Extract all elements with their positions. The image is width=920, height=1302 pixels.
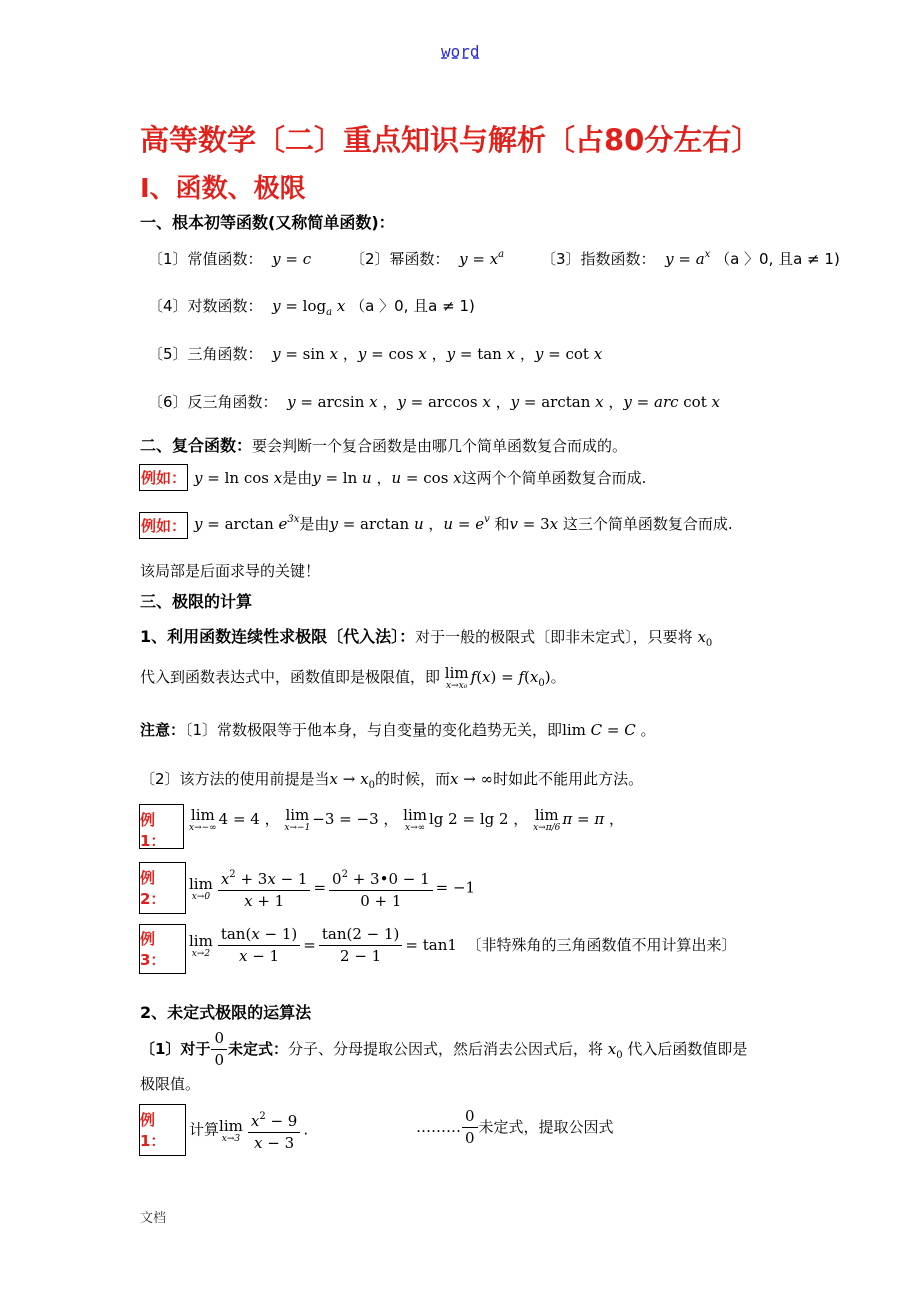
section2-text: 要会判断一个复合函数是由哪几个简单函数复合而成的。 [252, 437, 628, 455]
method1-line2: 代入到函数表达式中，函数值即是极限值，即 lim x→x₀ $f(x) = f(x_0)$。 [140, 664, 566, 691]
example-label-1: 例如： [139, 464, 188, 491]
method1-heading: 1、利用函数连续性求极限〔代入法〕： [140, 627, 416, 646]
footer-text: 文档 [140, 1211, 167, 1226]
section2-note: 该局部是后面求导的关键！ [140, 562, 321, 580]
func-constant: 〔1〕常值函数： y = c [148, 250, 312, 268]
note2-text-b: 的时候，而 [374, 770, 450, 788]
method2-item1-a: 〔1〕对于 [140, 1040, 211, 1058]
limit-example-3: lim x→2 $\frac{\tan(x - 1)}{x - 1}$ = $\frac{\tan(2 - 1)}{2 - 1}$ = tan1 〔非特殊角的三角函数值不用计算出来〕 [189, 925, 737, 965]
method1-line: 1、利用函数连续性求极限〔代入法〕：对于一般的极限式〔即非未定式〕，只要将 $x_0$ [140, 627, 713, 649]
method1-line2-text: 代入到函数表达式中，函数值即是极限值，即 [140, 668, 441, 686]
func-constant-label: 〔1〕常值函数： [148, 250, 263, 268]
page-title: 高等数学〔二〕重点知识与解析〔占80分左右〕 [140, 123, 761, 157]
limit-example-2-label: 例 2： [139, 862, 186, 914]
limit-example-1-label: 例 1： [139, 804, 184, 849]
func-logarithm-condition: （a 〉0, 且a ≠ 1) [350, 297, 475, 315]
composite-ex1-shi: 是由 [282, 469, 313, 487]
limit-example-3-note: 〔非特殊角的三角函数值不用计算出来〕 [466, 936, 737, 954]
limit-example-3-label: 例 3： [139, 924, 186, 974]
method2-item1-d: 代入后函数值即是 [627, 1040, 748, 1058]
composite-ex1-tail: 这两个个简单函数复合而成. [461, 469, 647, 487]
undetermined-note-text: 未定式，提取公因式 [478, 1118, 614, 1136]
func-exponential-condition: （a 〉0, 且a ≠ 1) [715, 250, 840, 268]
composite-example-2: $y = \arctan e^{3x}$是由y = arctan u ，$u = e^v$ 和v = 3x 这三个简单函数复合而成. [194, 514, 733, 533]
composite-ex2-shi: 是由 [299, 515, 330, 533]
undetermined-example-1-text: 计算 [189, 1120, 220, 1139]
note2-text-c: 时如此不能用此方法。 [493, 770, 644, 788]
method2-item1-b: 未定式： [227, 1040, 288, 1058]
note-label: 注意： [140, 721, 186, 739]
func-exponential-label: 〔3〕指数函数： [541, 250, 656, 268]
section1-heading: 一、根本初等函数(又称简单函数)： [140, 213, 395, 232]
func-logarithm-label: 〔4〕对数函数： [148, 297, 263, 315]
func-exponential: 〔3〕指数函数： $y = a^x$ （a 〉0, 且a ≠ 1) [541, 249, 840, 268]
section3-heading: 三、极限的计算 [140, 592, 253, 611]
undetermined-example-1-label: 例 1： [139, 1104, 186, 1156]
limit-example-2: lim x→0 $\frac{x^2 + 3x - 1}{x + 1}$ = $\frac{0^2 + 3•0 - 1}{0 + 1}$ = −1 [189, 864, 475, 912]
func-inverse-trig: 〔6〕反三角函数： y = arcsin x ，y = arccos x ，y = arctan x ，y = arc cot x [148, 393, 720, 411]
note1-text: 〔1〕常数极限等于他本身，与自变量的变化趋势无关，即 [185, 721, 563, 739]
func-trig-label: 〔5〕三角函数： [148, 345, 263, 363]
note2-line: 〔2〕该方法的使用前提是当$x \to x_0$的时候，而x → ∞时如此不能用此方法。 [140, 770, 644, 791]
header-word-link[interactable]: word [441, 42, 480, 61]
method2-item1-c: 分子、分母提取公因式，然后消去公因式后，将 [288, 1040, 604, 1058]
func-power-label: 〔2〕幂函数： [350, 250, 450, 268]
func-trig: 〔5〕三角函数： y = sin x ，y = cos x ，y = tan x ，y = cot x [148, 345, 603, 363]
composite-ex2-he: 和 [494, 515, 510, 533]
note2-text-a: 〔2〕该方法的使用前提是当 [140, 770, 330, 788]
undetermined-example-1-note: ……… $\frac{0}{0}$ 未定式，提取公因式 [416, 1107, 614, 1147]
method2-item1: 〔1〕对于 $\frac{0}{0}$ 未定式：分子、分母提取公因式，然后消去公因式后，将 $x_0$ 代入后函数值即是 [140, 1029, 748, 1069]
chapter-heading: Ⅰ、函数、极限 [140, 174, 306, 204]
func-logarithm: 〔4〕对数函数： $y = \log_a x$ （a 〉0, 且a ≠ 1) [148, 297, 475, 318]
limit-example-1: lim x→−∞ 4 = 4 ， lim x→−1 −3 = −3 ， lim x→∞ lg 2 = lg 2 ， lim x→π/6 π = π ， [189, 806, 624, 833]
func-power: 〔2〕幂函数： $y = x^a$ [350, 249, 505, 268]
note1-line: 注意：〔1〕常数极限等于他本身，与自变量的变化趋势无关，即lim C = C 。 [140, 721, 656, 739]
section2-line [140, 433, 627, 456]
method2-heading: 2、未定式极限的运算法 [140, 1003, 312, 1022]
undetermined-example-1: 计算 lim x→3 $\frac{x^2 - 9}{x - 3}$ . [189, 1106, 308, 1154]
func-inverse-trig-label: 〔6〕反三角函数： [148, 393, 278, 411]
undetermined-dots: ……… [416, 1118, 461, 1136]
section2-heading: 二、复合函数： [140, 436, 253, 455]
composite-ex2-tail: 这三个简单函数复合而成. [562, 515, 733, 533]
method1-text: 对于一般的极限式〔即非未定式〕，只要将 [415, 628, 693, 646]
method2-item1-cont: 极限值。 [140, 1075, 201, 1093]
example-label-2: 例如： [139, 512, 188, 539]
composite-example-1: y = ln cos x是由y = ln u ，u = cos x这两个个简单函数复合而成. [194, 469, 647, 487]
